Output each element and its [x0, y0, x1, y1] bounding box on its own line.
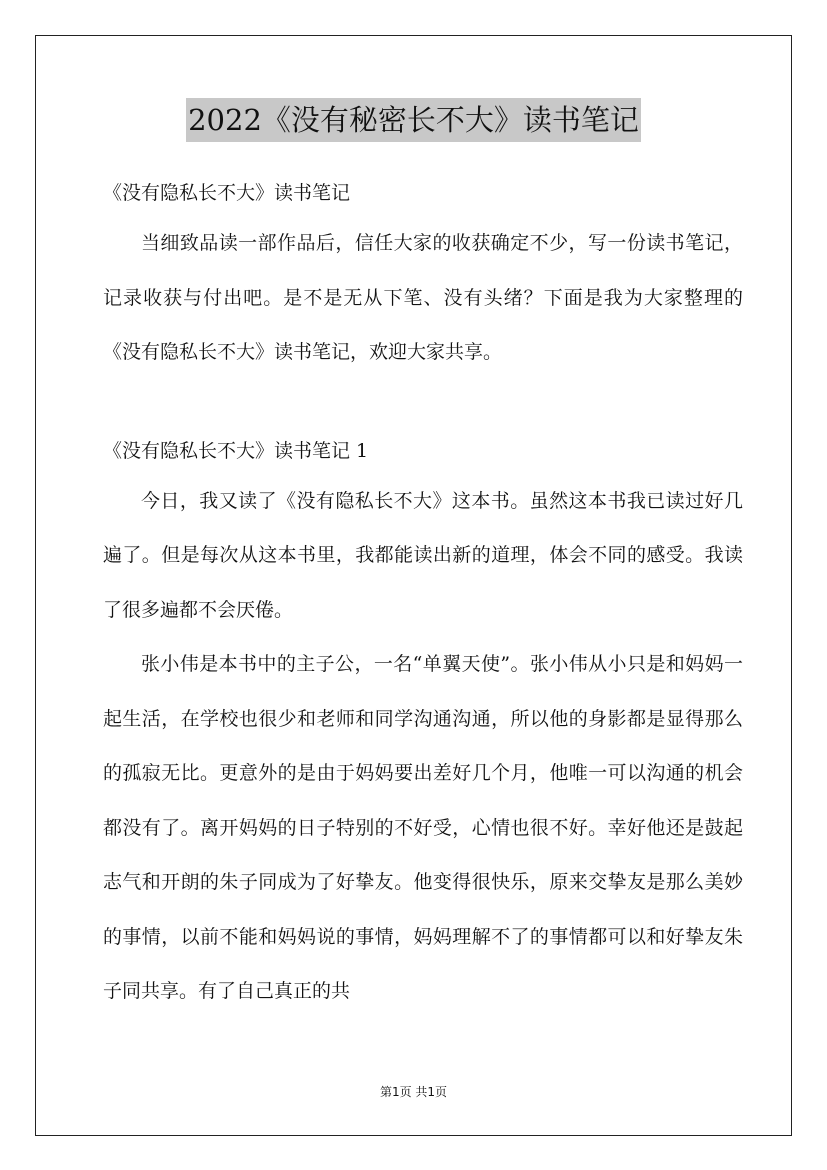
section-spacer: [103, 380, 743, 428]
section1-paragraph-1: 今日，我又读了《没有隐私长不大》这本书。虽然这本书我已读过好几遍了。但是每次从这本书里，我都能读出新的道理，体会不同的感受。我读了很多遍都不会厌倦。: [103, 489, 743, 621]
title-container: [0, 98, 827, 142]
page-footer: 第1页 共1页: [379, 1085, 448, 1099]
intro-paragraph: 当细致品读一部作品后，信任大家的收获确定不少，写一份读书笔记，记录收获与付出吧。是不是无从下笔、没有头绪？下面是我为大家整理的《没有隐私长不大》读书笔记，欢迎大家共享。: [103, 232, 743, 363]
intro-heading: 《没有隐私长不大》读书笔记: [103, 182, 351, 204]
document-title: 2022《没有秘密长不大》读书笔记: [186, 98, 641, 142]
section1-heading: 《没有隐私长不大》读书笔记 1: [103, 439, 369, 462]
document-body: [103, 170, 743, 1019]
section1-paragraph-2: 张小伟是本书中的主子公，一名“单翼天使”。张小伟从小只是和妈妈一起生活，在学校也很少和老师和同学沟通沟通，所以他的身影都是显得那么的孤寂无比。更意外的是由于妈妈要出差好几个月，他唯一可以沟通的机会都没有了。离开妈妈的日子特别的不好受，心情也很不好。幸好他还是鼓起志气和开朗的朱子同成为了好挚友。他变得很快乐，原来交挚友是那么美妙的事情，以前不能和妈妈说的事情，妈妈理解不了的事情都可以和好挚友朱子同共享。有了自己真正的共: [103, 653, 743, 1002]
